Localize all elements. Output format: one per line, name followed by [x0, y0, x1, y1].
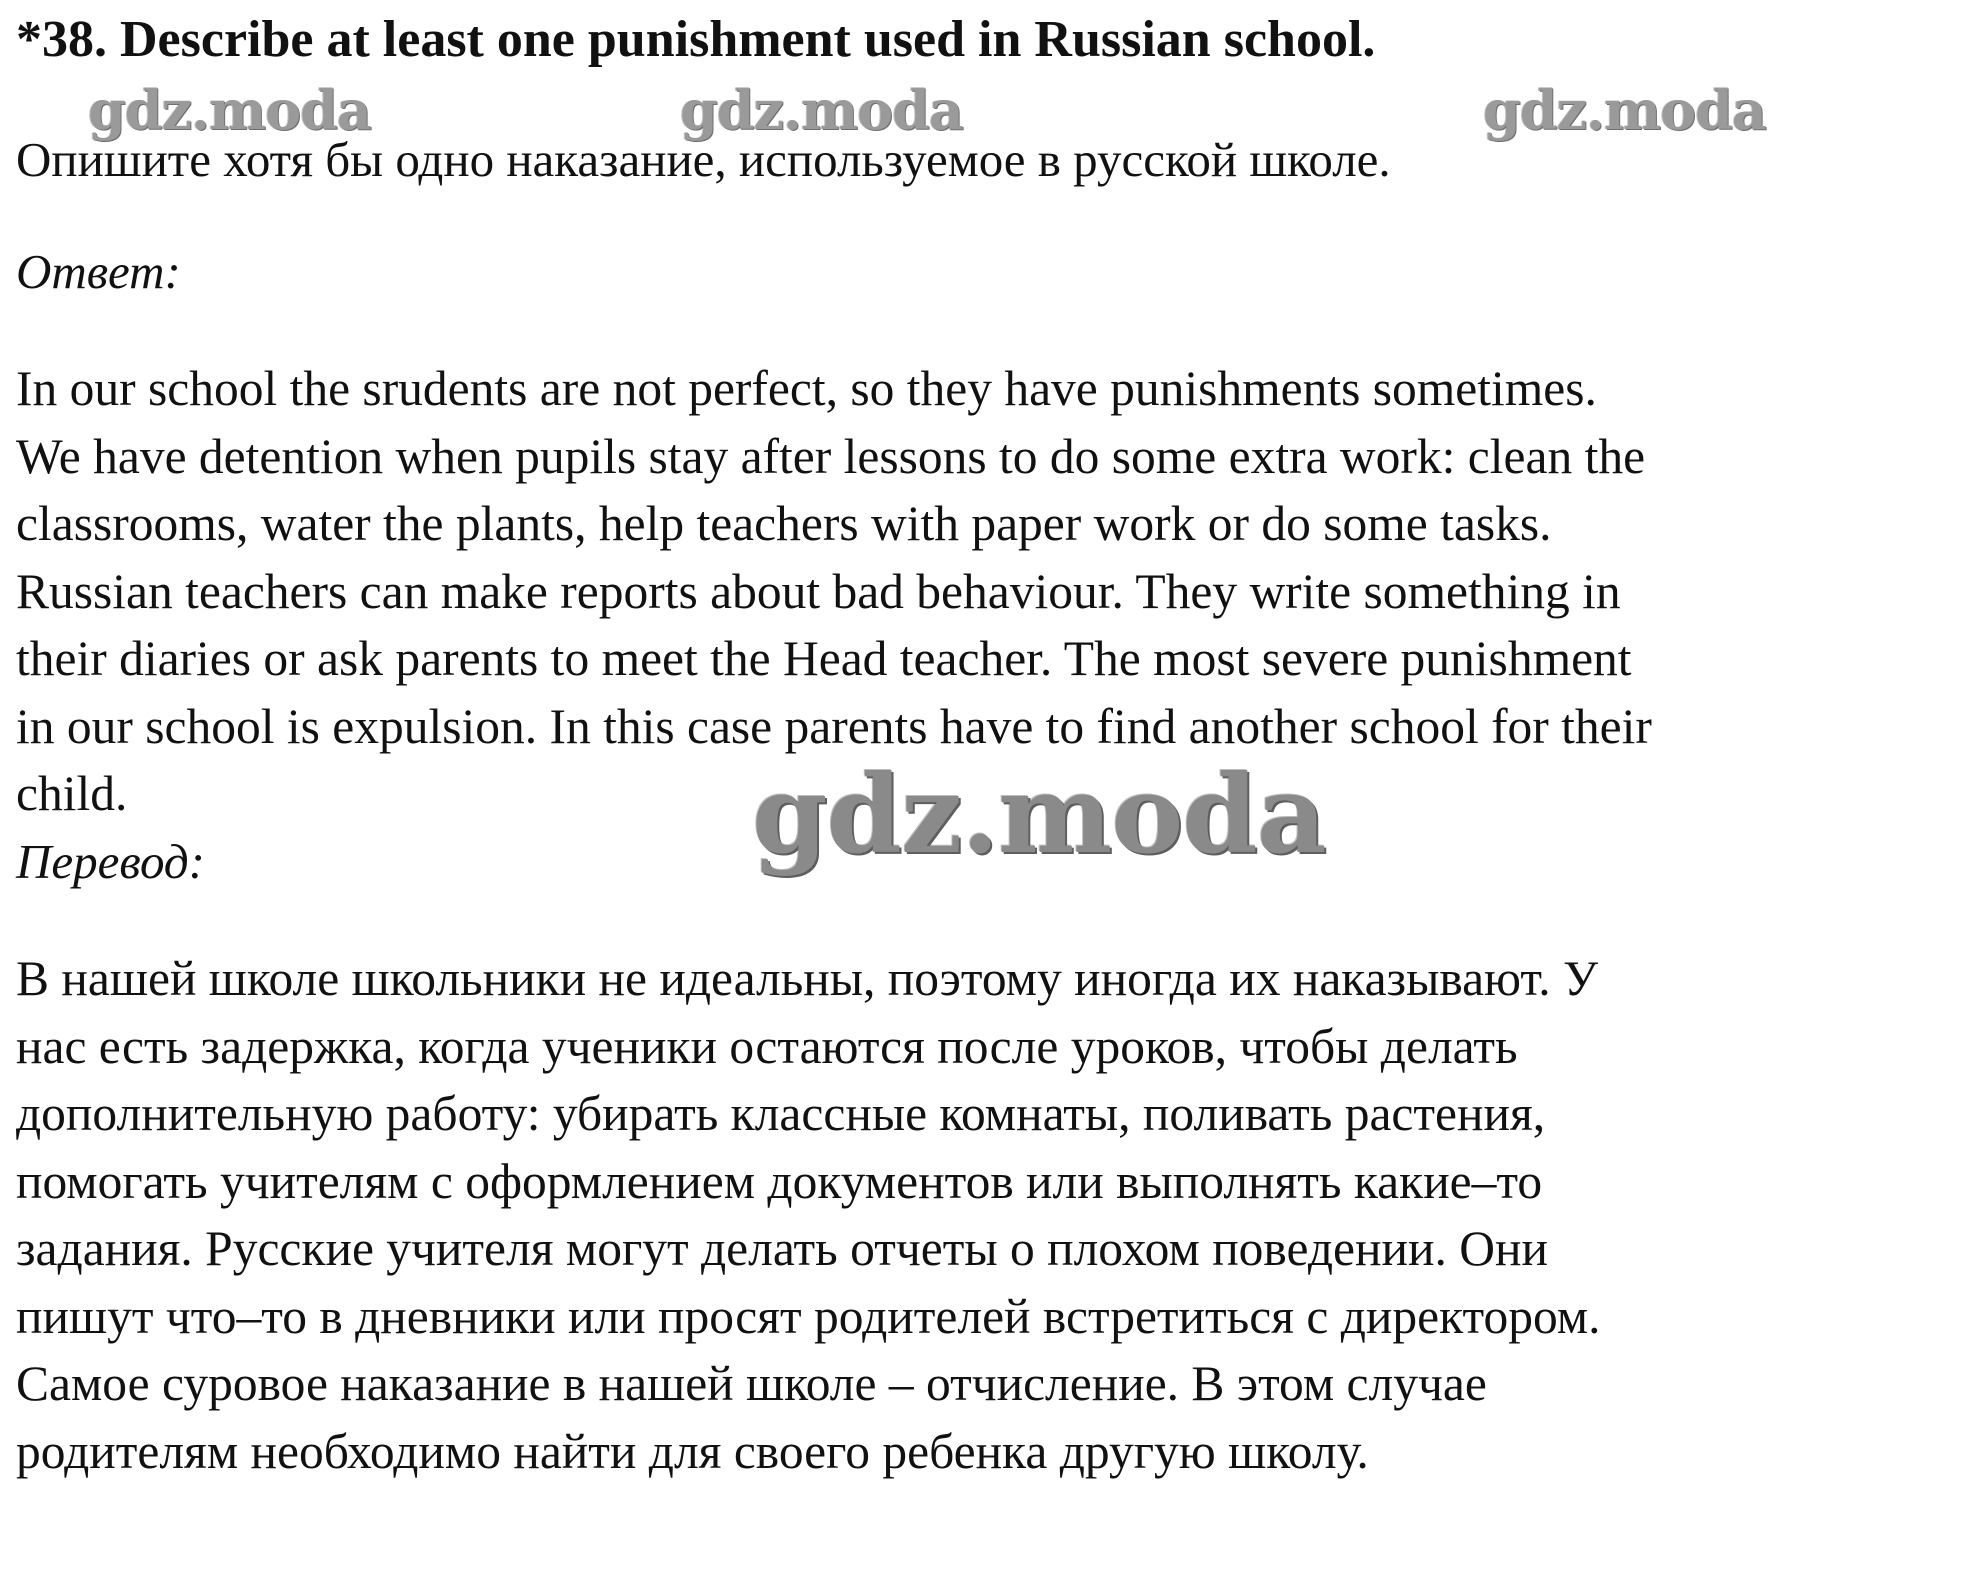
translation-paragraph	[16, 945, 1976, 1485]
translation-line: Самое суровое наказание в нашей школе – отчисление. В этом случае	[16, 1356, 1487, 1411]
answer-label: Ответ:	[16, 244, 181, 299]
watermark-logo: gdz.moda	[1483, 78, 1766, 142]
answer-line: child.	[16, 766, 128, 821]
answer-line: classrooms, water the plants, help teachers with paper work or do some tasks.	[16, 496, 1552, 551]
watermark-logo-large: gdz.moda	[752, 752, 1326, 878]
answer-line: Russian teachers can make reports about bad behaviour. They write something in	[16, 563, 1621, 619]
question-translation: Опишите хотя бы одно наказание, используемое в русской школе.	[16, 132, 1391, 187]
answer-line: In our school the srudents are not perfect, so they have punishments sometimes.	[16, 361, 1597, 416]
translation-line: пишут что–то в дневники или просят родителей встретиться с директором.	[16, 1288, 1601, 1344]
translation-line: В нашей школе школьники не идеальны, поэтому иногда их наказывают. У	[16, 951, 1599, 1006]
answer-line: We have detention when pupils stay after lessons to do some extra work: clean the	[16, 428, 1646, 484]
translation-line: помогать учителям с оформлением документов или выполнять какие–то	[16, 1153, 1543, 1209]
watermark-logo: gdz.moda	[88, 78, 371, 142]
answer-line: in our school is expulsion. In this case parents have to find another school for their	[16, 698, 1652, 754]
translation-label: Перевод:	[16, 834, 205, 889]
translation-line: дополнительную работу: убирать классные комнаты, поливать растения,	[16, 1086, 1546, 1141]
watermark-logo: gdz.moda	[680, 78, 963, 142]
translation-line: родителям необходимо найти для своего ребенка другую школу.	[16, 1423, 1369, 1479]
translation-line: задания. Русские учителя могут делать отчеты о плохом поведении. Они	[16, 1221, 1548, 1276]
translation-line: нас есть задержка, когда ученики остаются после уроков, чтобы делать	[16, 1018, 1518, 1074]
question-title: *38. Describe at least one punishment used in Russian school.	[16, 11, 1376, 68]
answer-line: their diaries or ask parents to meet the Head teacher. The most severe punishment	[16, 631, 1632, 686]
